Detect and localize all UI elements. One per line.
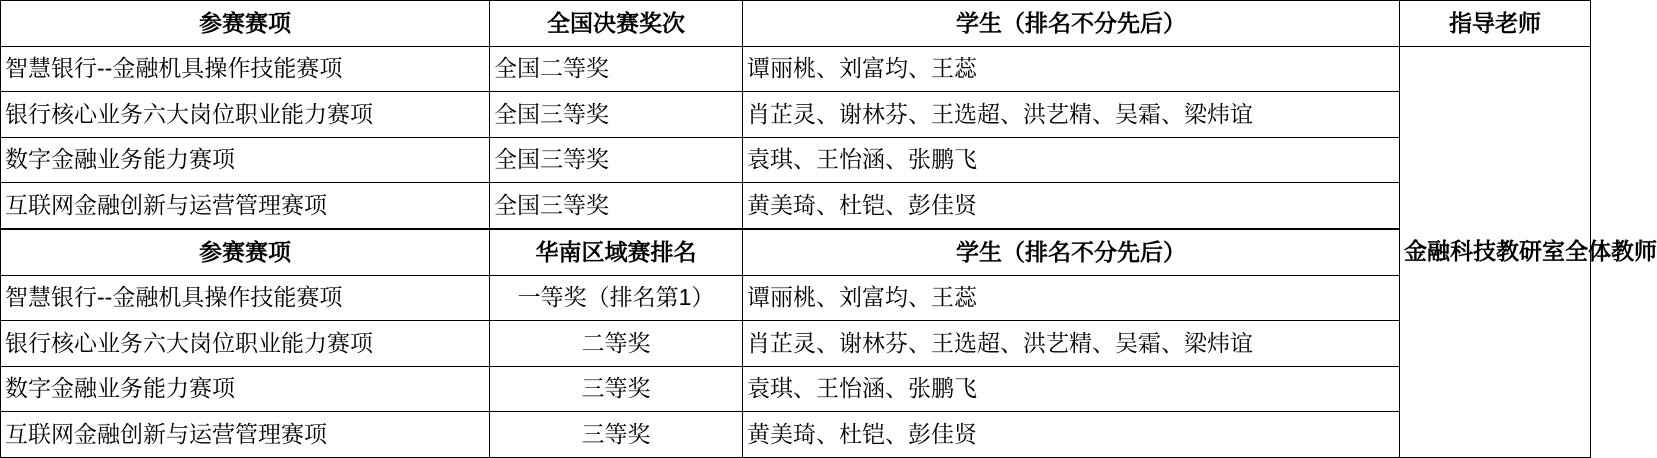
cell-event: 互联网金融创新与运营管理赛项 <box>1 183 490 229</box>
cell-award: 全国二等奖 <box>490 46 743 92</box>
table-row <box>1 412 1591 458</box>
cell-students: 黄美琦、杜铠、彭佳贤 <box>743 183 1400 229</box>
cell-award: 三等奖 <box>490 412 743 458</box>
cell-event: 智慧银行--金融机具操作技能赛项 <box>1 275 490 321</box>
cell-event: 互联网金融创新与运营管理赛项 <box>1 412 490 458</box>
header-award-2: 华南区域赛排名 <box>490 230 743 276</box>
header-event-2: 参赛赛项 <box>1 230 490 276</box>
cell-students: 袁琪、王怡涵、张鹏飞 <box>743 366 1400 412</box>
cell-award: 全国三等奖 <box>490 137 743 183</box>
cell-event: 银行核心业务六大岗位职业能力赛项 <box>1 321 490 367</box>
cell-event: 智慧银行--金融机具操作技能赛项 <box>1 46 490 92</box>
cell-award: 二等奖 <box>490 321 743 367</box>
header-students-2: 学生（排名不分先后） <box>743 230 1400 276</box>
table-row <box>1 183 1591 229</box>
cell-students: 黄美琦、杜铠、彭佳贤 <box>743 412 1400 458</box>
table-row <box>1 275 1591 321</box>
table-header-row-2 <box>1 230 1591 276</box>
header-teacher: 指导老师 <box>1400 1 1591 47</box>
table-row <box>1 46 1591 92</box>
cell-award: 一等奖（排名第1） <box>490 275 743 321</box>
cell-award: 三等奖 <box>490 366 743 412</box>
cell-award: 全国三等奖 <box>490 183 743 229</box>
cell-students: 袁琪、王怡涵、张鹏飞 <box>743 137 1400 183</box>
table-row <box>1 137 1591 183</box>
table-row <box>1 321 1591 367</box>
cell-students: 谭丽桃、刘富均、王蕊 <box>743 275 1400 321</box>
cell-students: 肖芷灵、谢林芬、王选超、洪艺精、吴霜、梁炜谊 <box>743 92 1400 138</box>
header-students-1: 学生（排名不分先后） <box>743 1 1400 47</box>
table-header-row-1 <box>1 1 1591 47</box>
cell-event: 数字金融业务能力赛项 <box>1 366 490 412</box>
table-row <box>1 92 1591 138</box>
cell-event: 银行核心业务六大岗位职业能力赛项 <box>1 92 490 138</box>
table-row <box>1 366 1591 412</box>
cell-students: 肖芷灵、谢林芬、王选超、洪艺精、吴霜、梁炜谊 <box>743 321 1400 367</box>
cell-students: 谭丽桃、刘富均、王蕊 <box>743 46 1400 92</box>
header-award-1: 全国决赛奖次 <box>490 1 743 47</box>
header-event-1: 参赛赛项 <box>1 1 490 47</box>
cell-award: 全国三等奖 <box>490 92 743 138</box>
cell-event: 数字金融业务能力赛项 <box>1 137 490 183</box>
cell-teacher: 金融科技教研室全体教师 <box>1400 46 1591 457</box>
